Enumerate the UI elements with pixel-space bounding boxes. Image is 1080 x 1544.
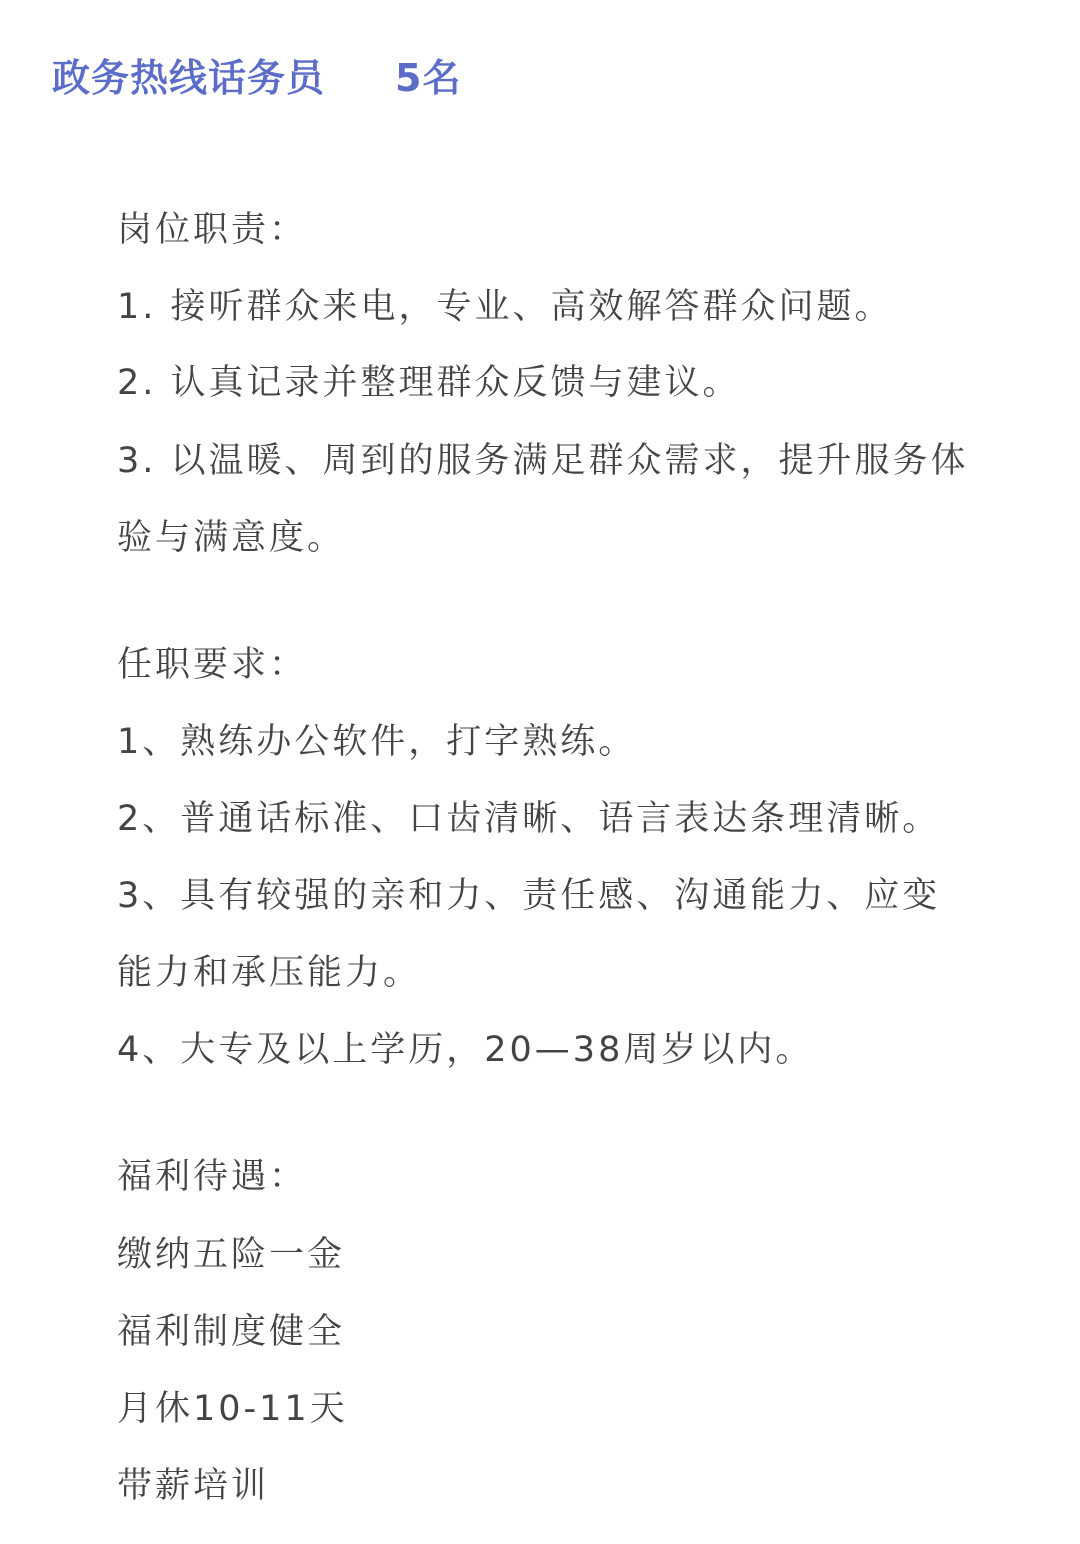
requirement-item-4: 4、大专及以上学历，20—38周岁以内。 [117, 1030, 814, 1070]
duties-heading: 岗位职责： [117, 210, 308, 250]
job-title: 政务热线话务员 [52, 55, 326, 100]
benefit-item-1: 缴纳五险一金 [117, 1235, 346, 1275]
requirement-item-2: 2、普通话标准、口齿清晰、语言表达条理清晰。 [117, 799, 941, 839]
benefit-item-2: 福利制度健全 [117, 1312, 346, 1352]
requirement-item-1: 1、熟练办公软件，打字熟练。 [117, 722, 637, 762]
duty-item-2: 2. 认真记录并整理群众反馈与建议。 [117, 363, 741, 403]
benefit-item-4: 带薪培训 [117, 1466, 270, 1506]
benefits-heading: 福利待遇： [117, 1157, 308, 1197]
duty-item-3: 3. 以温暖、周到的服务满足群众需求，提升服务体 [117, 441, 969, 481]
benefit-item-3: 月休10-11天 [117, 1389, 348, 1429]
job-title-row [52, 44, 461, 104]
duty-item-1: 1. 接听群众来电，专业、高效解答群众问题。 [117, 287, 893, 327]
duty-item-3-continued: 验与满意度。 [117, 518, 346, 558]
requirement-item-3: 3、具有较强的亲和力、责任感、沟通能力、应变 [117, 876, 941, 916]
requirements-heading: 任职要求： [117, 645, 308, 685]
job-count: 5名 [395, 55, 462, 100]
requirement-item-3-continued: 能力和承压能力。 [117, 953, 422, 993]
